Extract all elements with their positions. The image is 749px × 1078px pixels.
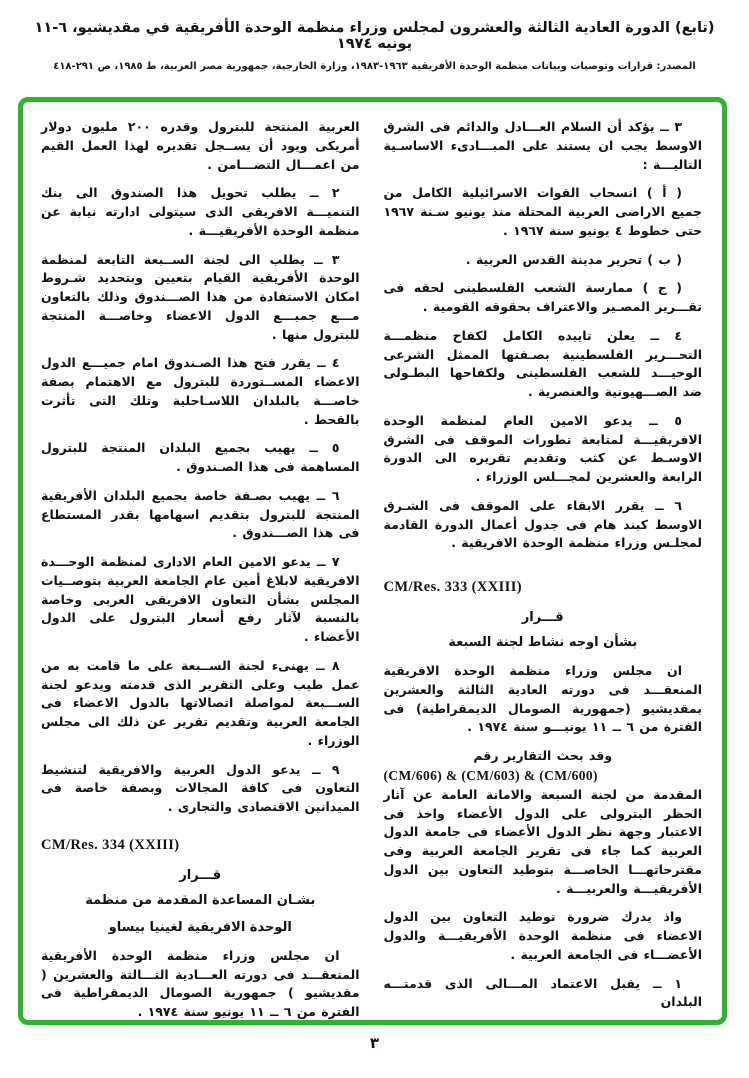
paragraph-resolution-point-3: ٣ ــ يؤكد أن السلام العـــادل والدائم فى الشرق الاوسط يجب ان يستند على المبـــادىء الاساسـية التاليـــة :	[383, 119, 702, 172]
resolution-preamble: ان مجلس وزراء منظمة الوحدة الافريقية المنعقـــد فى دورته العادية الثالثة والعشرين بمقديشيو (جمهورية الصومال الديمقراطية) فى الفترة من ٦ ــ ١١ يونيـــو سنة ١٩٧٤ .	[383, 663, 702, 735]
paragraph-operative-point-6: ٦ ــ يهيب بصـفة خاصة بجميع البلدان الأفريقية المنتجة للبترول بتقديم اسهامها بقدر المستطاع فى هذا الصـــندوق .	[41, 487, 360, 541]
resolution-heading: قـــرار	[179, 867, 222, 883]
paragraph-resolution-point-4: ٤ ــ يعلن تاييده الكامل لكفاح منظمـــة التحـــرير الفلسطينية بصـفتها الممثل الشرعى الوحيـــد للشعب الفلسطينى ولكفاحها البطـولى ضد الصـــهيونية والعنصرية .	[383, 327, 702, 399]
reports-intro-line: وقد بحث التقارير رقم	[473, 748, 613, 763]
column-right	[384, 118, 703, 1010]
resolution-reference-334: CM/Res. 334 (XXIII)	[41, 836, 180, 853]
clause-b: ( ب ) تحرير مدينة القدس العربية .	[465, 251, 682, 267]
session-title: (تابع) الدورة العادية الثالثة والعشرون لمجلس وزراء منظمة الوحدة الأفريقية في مقديشيو، ٦-١١ يونيه ١٩٧٤	[34, 20, 715, 52]
clause-a: ( أ ) انسحاب القوات الاسرائيلية الكامل من جميع الاراضى العربية المحتلة منذ يونيو سـنة ١٩٦٧ حتى خطوط ٤ يونيو سنة ١٩٦٧ .	[383, 185, 702, 238]
paragraph-resolution-point-6: ٦ ــ يقرر الابقاء على الموقف فى الشـرق الاوسط كبند هام فى جدول أعمال الدورة القادمة لمجلـس وزراء منظمة الوحدة الافريقية .	[383, 497, 702, 551]
page-number: ٣	[369, 1034, 380, 1052]
page-header	[0, 20, 749, 72]
resolution-heading: قـــرار	[521, 610, 564, 625]
paragraph-operative-point-7: ٧ ــ يدعو الامين العام الادارى لمنظمة الوحـــدة الافريقية لابلاغ أمين عام الجامعة العربية بتوصــيات المجلس بشأن التعاون الافريقى العربى وخاصة بالنسبة لآثار رفع أسعار البترول على الدول الأعضاء .	[41, 554, 360, 644]
paragraph-resolution-point-5: ٥ ــ يدعو الامين العام لمنظمة الوحدة الافريقيـــة لمتابعة تطورات الموقف فى الشرق الاوسـط عن كثب وتقديم تقريره الى الدورة الرابعة والعشرين لمجـــلس الوزراء .	[383, 412, 702, 484]
source-citation: المصدر: قرارات وتوصيات وبيانات منظمة الوحدة الأفريقية ١٩٦٣-١٩٨٣، وزارة الخارجية، جمهورية مصر العربية، ط ١٩٨٥، ص ٢٩١-٤١٨	[53, 61, 696, 72]
resolution-preamble: ان مجلس وزراء منظمة الوحدة الأفريقية المنعقـــد فى دورته العـــادية الثـــالثة والعشرين ( مقديشيو ) جمهورية الصومال الديمقراطية فى الفترة من ٦ ــ ١١ يونيو سنة ١٩٧٤ .	[41, 947, 360, 1019]
operative-point-1-start: ١ ــ يقبل الاعتماد المـــالى الذى قدمتـــه البلدان	[383, 975, 702, 1010]
paragraph-operative-point-4: ٤ ــ يقرر فتح هذا الصـندوق امام جميـــع الدول الاعضاء المســتوردة للبترول مع الاهتمام بصفة خاصـــة بالبلدان اللاسـاحلية وتلك التى تأثرت بالقحط .	[41, 355, 360, 427]
resolution-subtitle-line2: الوحدة الافريقية لغينيا بيساو	[108, 919, 292, 935]
reports-body-paragraph: المقدمة من لجنة السبعة والامانة العامة عن آثار الحظر البترولى على الدول الأعضاء واخذ فى الاعتبار وجهة نظر الدول الأعضاء فى جامعة الدول العربية كما جاء فى تقرير الجامعة العربية وفى مقترحاتهـــا الخاصـــة بتوطيد التعاون بين الدول الأفريقيـــة والعربيـــة .	[383, 786, 702, 896]
document-frame	[18, 97, 727, 1025]
report-references: (CM/606) & (CM/603) & (CM/600)	[383, 767, 598, 783]
clause-c: ( ج ) ممارسة الشعب الفلسطينى لحقه فى تقـــرير المصـير والاعتراف بحقوقه القومية .	[383, 280, 702, 314]
paragraph-operative-point-9: ٩ ــ يدعو الدول العربية والافريقية لتنشيط التعاون فى كافة المجالات وبصفة خاصة فى الميدانين الاقتصادى والتجارى .	[41, 761, 360, 814]
column-left	[41, 118, 360, 1019]
resolution-reference-333: CM/Res. 333 (XXIII)	[383, 579, 522, 595]
resolution-subtitle-line1: بشـان المساعدة المقدمة من منظمة	[85, 892, 316, 908]
paragraph-operative-point-8: ٨ ــ يهنىء لجنة الســبعة على ما قامت به من عمل طيب وعلى التقرير الذى قدمته ويدعو لجنة الســـبعة لمواصلة اتصالاتها بالدول الاعضاء فى الجامعة العربية وتقديم تقرير عن ذلك الى مجلس الوزراء .	[41, 657, 360, 748]
recognizing-paragraph: واذ يدرك ضرورة توطيد التعاون بين الدول الاعضاء فى منظمة الوحدة الأفريقيـــة والدول الأعضـــاء فى الجامعة العربية .	[383, 909, 702, 962]
two-column-layout	[23, 102, 722, 1020]
operative-point-1-continuation: العربية المنتجة للبترول وقدره ٢٠٠ مليون دولار أمريكى ويود أن يســجل تقديره لهذا العمل القيم من اعمـــال التضـــامن .	[41, 119, 360, 172]
resolution-subtitle: بشأن اوجه نشاط لجنة السبعة	[448, 635, 638, 650]
paragraph-operative-point-3: ٣ ــ يطلب الى لجنة الســبعة التابعة لمنظمة الوحدة الأفريقية القيام بتعيين وبتحديد شـروط امكان الاستفادة من هذا الصـــندوق وذلك بالتعاون مـــع جميـــع الدول الاعضاء وخاصـــة المنتجة للبترول منها .	[41, 251, 360, 342]
paragraph-operative-point-2: ٢ ــ يطلب تحويل هذا الصندوق الى بنك التنميـــة الافريقى الذى سيتولى ادارته نيابة عن منظمة الوحدة الأفريقيـــة .	[41, 185, 360, 238]
paragraph-operative-point-5: ٥ ــ يهيب بجميع البلدان المنتجة للبترول المساهمة فى هذا الصـندوق .	[41, 440, 360, 474]
